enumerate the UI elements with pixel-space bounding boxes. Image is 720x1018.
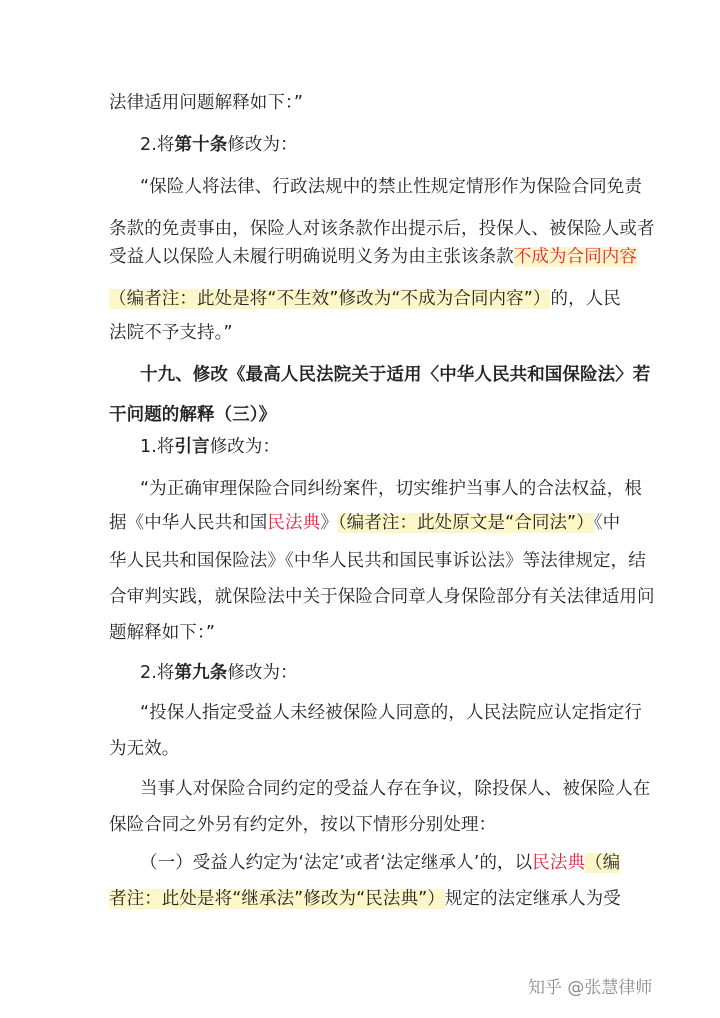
editor-note: 者注：此处是将“继承法”修改为“民法典”） [109,889,445,909]
text-segment: “保险人将法律、行政法规中的禁止性规定情形作为保险合同免责 [140,177,642,197]
text-segment: 规定的法定继承人为受 [444,889,621,909]
text-segment: 条款的免责事由，保险人对该条款作出提示后，投保人、被保险人或者 [109,219,655,239]
article-reference: 第九条 [174,663,228,683]
text-segment: 据《中华人民共和国 [109,513,268,533]
text-line [140,432,280,462]
text-segment: 保险合同之外另有约定外，按以下情形分别处理： [109,815,497,835]
text-line [140,658,298,688]
text-segment: 《中 [593,513,621,533]
text-line [109,284,621,314]
text-segment: “为正确审理保险合同纠纷案件，切实维护当事人的合法权益，根 [140,479,642,499]
text-segment: （一）受益人约定为‘法定’或者‘法定继承人’的，以 [140,853,533,873]
text-segment: 受益人以保险人未履行明确说明义务为由主张该条款 [109,247,514,267]
editor-note: （编者注：此处是将“不生效”修改为“不成为合同内容”） [109,289,551,309]
text-segment: 法律适用问题解释如下：” [109,93,304,113]
text-line [140,774,650,804]
text-segment: 法院不予支持。” [109,323,233,343]
text-segment: 修改为： [227,663,298,683]
text-line [140,130,298,160]
highlighted-amendment: 民法典 [267,513,321,533]
text-line [109,734,179,764]
text-line [109,508,620,538]
text-line [109,884,621,914]
text-segment: 当事人对保险合同约定的受益人存在争议，除投保人、被保险人在 [140,779,651,799]
article-reference: 引言 [174,437,210,457]
text-line [109,242,637,272]
text-segment: 华人民共和国保险法》《中华人民共和国民事诉讼法》等法律规定，结 [109,551,646,571]
text-segment: 2.将 [140,663,175,683]
section-heading [140,360,650,390]
text-segment: 的，人民 [550,289,621,309]
text-segment: 》 [320,513,338,533]
text-segment: 2.将 [140,135,175,155]
text-segment: 为无效。 [109,739,180,759]
text-segment: 合审判实践，就保险法中关于保险合同章人身保险部分有关法律适用问 [109,587,655,607]
article-reference: 第十条 [174,135,228,155]
section-heading [109,400,276,430]
highlighted-amendment: 民法典 [532,853,586,873]
text-segment: 题解释如下：” [109,623,216,643]
text-line [109,546,646,576]
text-line [140,172,642,202]
heading-text: 干问题的解释（三）》 [109,405,277,425]
watermark: 知乎 @张慧律师 [528,978,653,998]
text-line [140,474,642,504]
highlighted-amendment: 不成为合同内容 [513,247,638,267]
heading-text: 十九、修改《最高人民法院关于适用〈中华人民共和国保险法〉若 [140,365,651,385]
text-segment: 修改为： [227,135,298,155]
text-segment: 1.将 [140,437,175,457]
text-line [109,582,655,612]
text-segment: “投保人指定受益人未经被保险人同意的，人民法院应认定指定行 [140,703,642,723]
text-line [140,848,620,878]
text-line [140,698,642,728]
text-line [109,810,496,840]
text-line [109,214,655,244]
text-line [109,88,303,118]
editor-note: （编者注：此处原文是“合同法”） [337,513,594,533]
text-segment: 修改为： [209,437,281,457]
text-line [109,618,215,648]
editor-note: （编 [585,853,621,873]
text-line [109,318,233,348]
